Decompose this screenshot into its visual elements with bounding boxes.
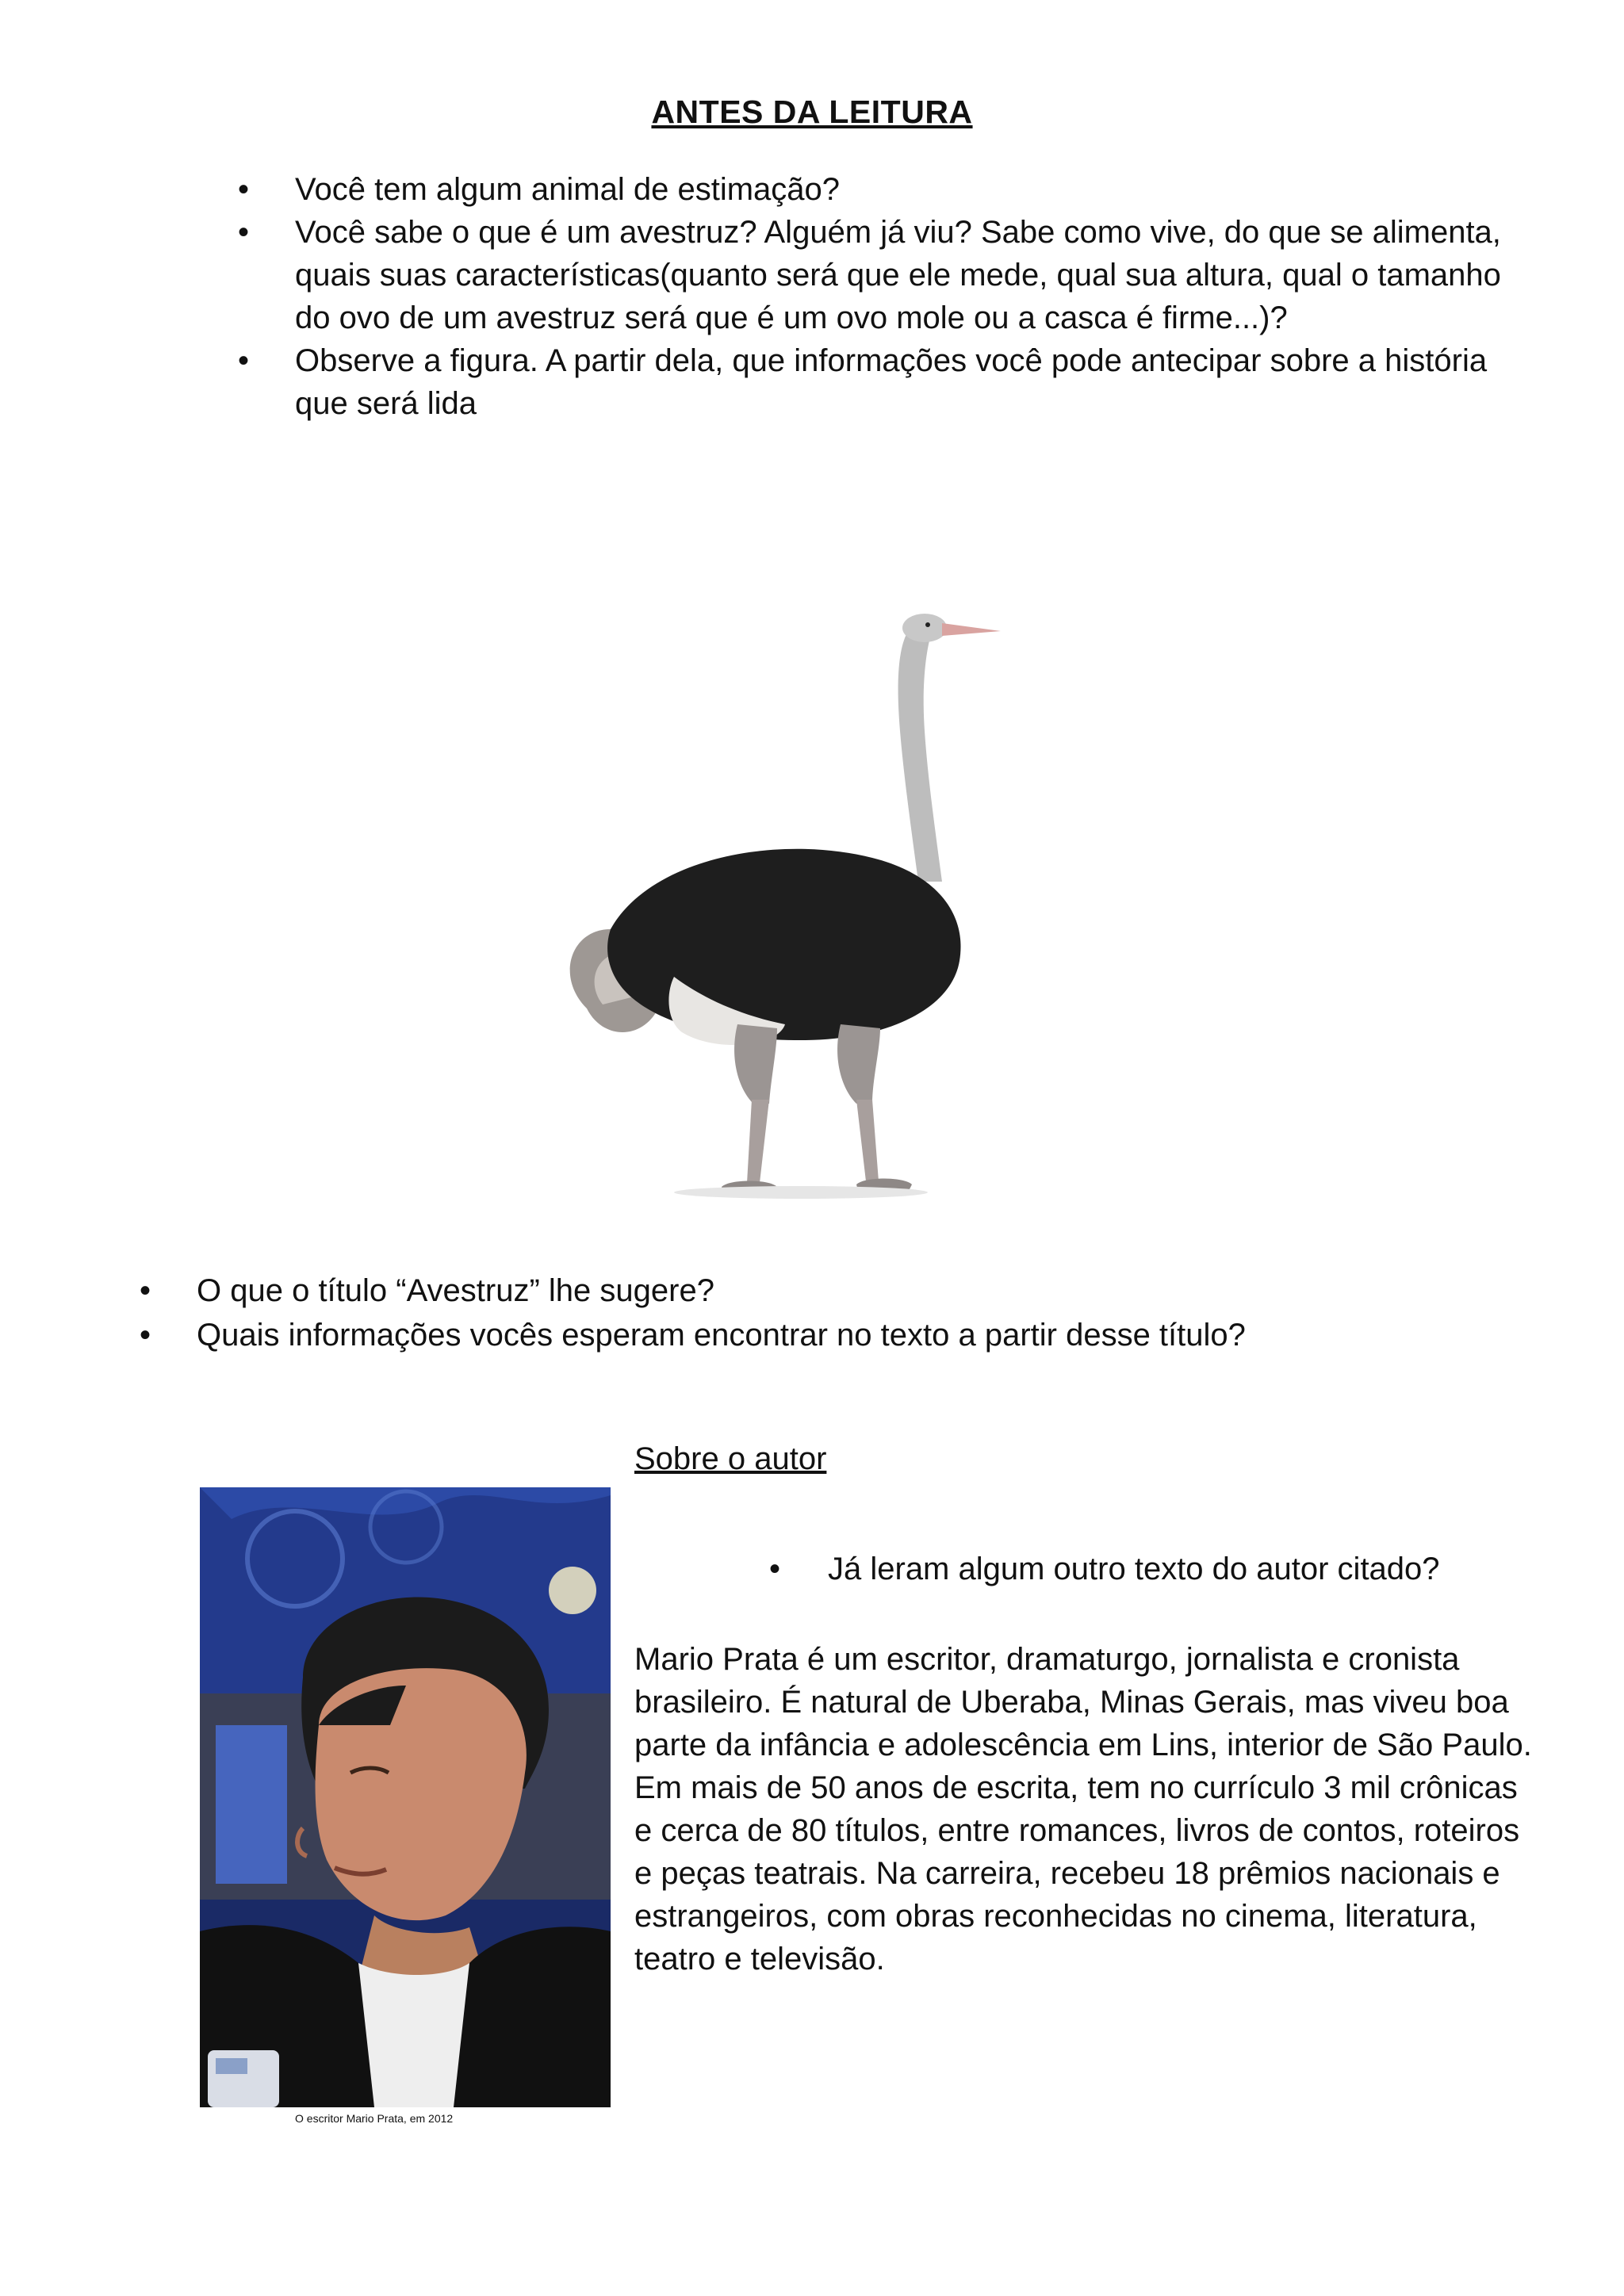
list-item: • Você sabe o que é um avestruz? Alguém já viu? Sabe como vive, do que se alimenta, quais suas características(quanto será que ele mede, qual sua altura, qual o tamanho do ovo de um avestruz será que é um ovo mole ou a casca é firme...)? — [238, 211, 1538, 339]
author-bio: Mario Prata é um escritor, dramaturgo, jornalista e cronista brasileiro. É natural de Uberaba, Minas Gerais, mas viveu boa parte da infância e adolescência em Lins, interior de São Paulo. Em mais de 50 anos de escrita, tem no currículo 3 mil crônicas e cerca de 80 títulos, entre romances, livros de contos, roteiros e peças teatrais. Na carreira, recebeu 18 prêmios nacionais e estrangeiros, com obras reconhecidas no cinema, literatura, teatro e televisão. — [634, 1642, 1532, 1976]
list-item: • Quais informações vocês esperam encontrar no texto a partir desse título? — [140, 1313, 1488, 1357]
bullet-icon: • — [238, 343, 250, 378]
bullet-icon: • — [140, 1318, 151, 1353]
list-item: • Você tem algum animal de estimação? — [238, 168, 1538, 211]
photo-caption: O escritor Mario Prata, em 2012 — [295, 2112, 454, 2125]
author-photo — [200, 1487, 611, 2107]
bullet-icon: • — [769, 1552, 781, 1586]
list-item: • Observe a figura. A partir dela, que informações você pode antecipar sobre a história que será lida — [238, 339, 1538, 425]
bullet-icon: • — [238, 172, 250, 207]
bullet-icon: • — [140, 1273, 151, 1308]
title-questions — [140, 1269, 1488, 1357]
page-title: ANTES DA LEITURA — [651, 94, 973, 130]
author-heading: Sobre o autor — [634, 1441, 827, 1476]
author-question: • Já leram algum outro texto do autor citado? — [769, 1548, 1440, 1590]
list-item: • O que o título “Avestruz” lhe sugere? — [140, 1269, 1488, 1313]
ostrich-image — [539, 596, 1015, 1199]
bullet-icon: • — [238, 215, 250, 250]
pre-reading-questions — [238, 168, 1538, 425]
